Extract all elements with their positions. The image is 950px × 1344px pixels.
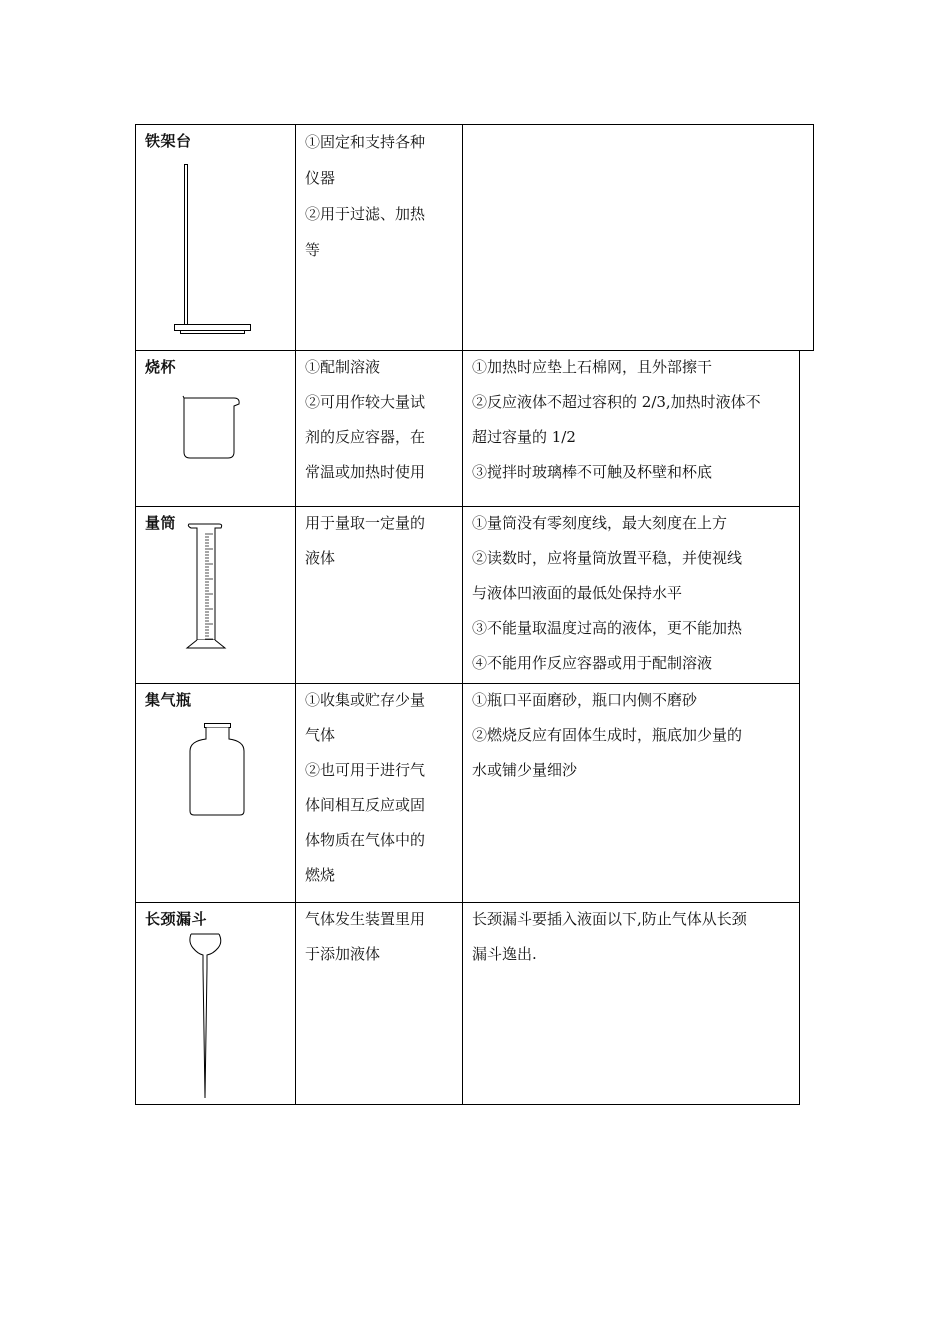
note-line: 水或铺少量细沙 [472, 761, 578, 779]
use-line: ①收集或贮存少量 [305, 691, 426, 709]
use-line: 燃烧 [305, 866, 336, 884]
use-cell [295, 683, 462, 893]
note-line: ③搅拌时玻璃棒不可触及杯壁和杯底 [472, 463, 713, 481]
note-line: ③不能量取温度过高的液体，更不能加热 [472, 619, 743, 637]
long-neck-funnel-icon [189, 930, 223, 1102]
note-line: ②反应液体不超过容积的 2/3,加热时液体不 [472, 393, 761, 411]
iron-stand-icon [171, 162, 255, 338]
table-row [135, 350, 800, 506]
note-cell [462, 683, 800, 788]
table-row [135, 902, 800, 1104]
apparatus-name: 长颈漏斗 [145, 910, 208, 928]
apparatus-cell [135, 683, 295, 902]
apparatus-name: 量筒 [145, 514, 177, 532]
note-line: ①瓶口平面磨砂，瓶口内侧不磨砂 [472, 691, 698, 709]
apparatus-cell [135, 350, 295, 506]
use-line: 于添加液体 [305, 945, 381, 963]
use-line: 气体发生装置里用 [305, 910, 426, 928]
note-line: ④不能用作反应容器或用于配制溶液 [472, 654, 713, 672]
use-cell [295, 506, 462, 576]
apparatus-name: 烧杯 [145, 358, 177, 376]
note-line: ①加热时应垫上石棉网，且外部擦干 [472, 358, 713, 376]
note-line: 与液体凹液面的最低处保持水平 [472, 584, 683, 602]
use-line: 气体 [305, 726, 336, 744]
note-line: ①量筒没有零刻度线，最大刻度在上方 [472, 514, 728, 532]
use-line: 体物质在气体中的 [305, 831, 426, 849]
note-line: 超过容量的 1/2 [472, 428, 576, 446]
table-row [135, 683, 800, 902]
note-cell [462, 902, 800, 972]
note-line: ②读数时，应将量筒放置平稳，并使视线 [472, 549, 743, 567]
note-line: 长颈漏斗要插入液面以下,防止气体从长颈 [472, 910, 747, 928]
table-row [135, 506, 800, 683]
use-line: 常温或加热时使用 [305, 463, 426, 481]
apparatus-name: 集气瓶 [145, 691, 192, 709]
note-cell [462, 350, 800, 490]
apparatus-cell [135, 506, 295, 683]
use-line: 剂的反应容器，在 [305, 428, 426, 446]
use-line: ②可用作较大量试 [305, 393, 426, 411]
gas-jar-icon [187, 721, 247, 819]
use-line: 等 [305, 241, 321, 259]
use-cell [295, 124, 462, 268]
use-line: 仪器 [305, 169, 336, 187]
apparatus-name: 铁架台 [145, 132, 192, 150]
note-cell [462, 506, 800, 681]
use-line: ①配制溶液 [305, 358, 381, 376]
apparatus-cell [135, 902, 295, 1104]
apparatus-cell [135, 124, 295, 350]
use-cell [295, 902, 462, 972]
beaker-icon [180, 394, 244, 460]
note-line: ②燃烧反应有固体生成时，瓶底加少量的 [472, 726, 743, 744]
graduated-cylinder-icon [183, 518, 229, 654]
use-cell [295, 350, 462, 490]
use-line: 用于量取一定量的 [305, 514, 426, 532]
use-line: ②用于过滤、加热 [305, 205, 426, 223]
use-line: ②也可用于进行气 [305, 761, 426, 779]
use-line: 体间相互反应或固 [305, 796, 426, 814]
use-line: 液体 [305, 549, 336, 567]
use-line: ①固定和支持各种 [305, 133, 426, 151]
table-row [135, 124, 814, 350]
note-cell [462, 124, 813, 350]
note-line: 漏斗逸出. [472, 945, 537, 963]
